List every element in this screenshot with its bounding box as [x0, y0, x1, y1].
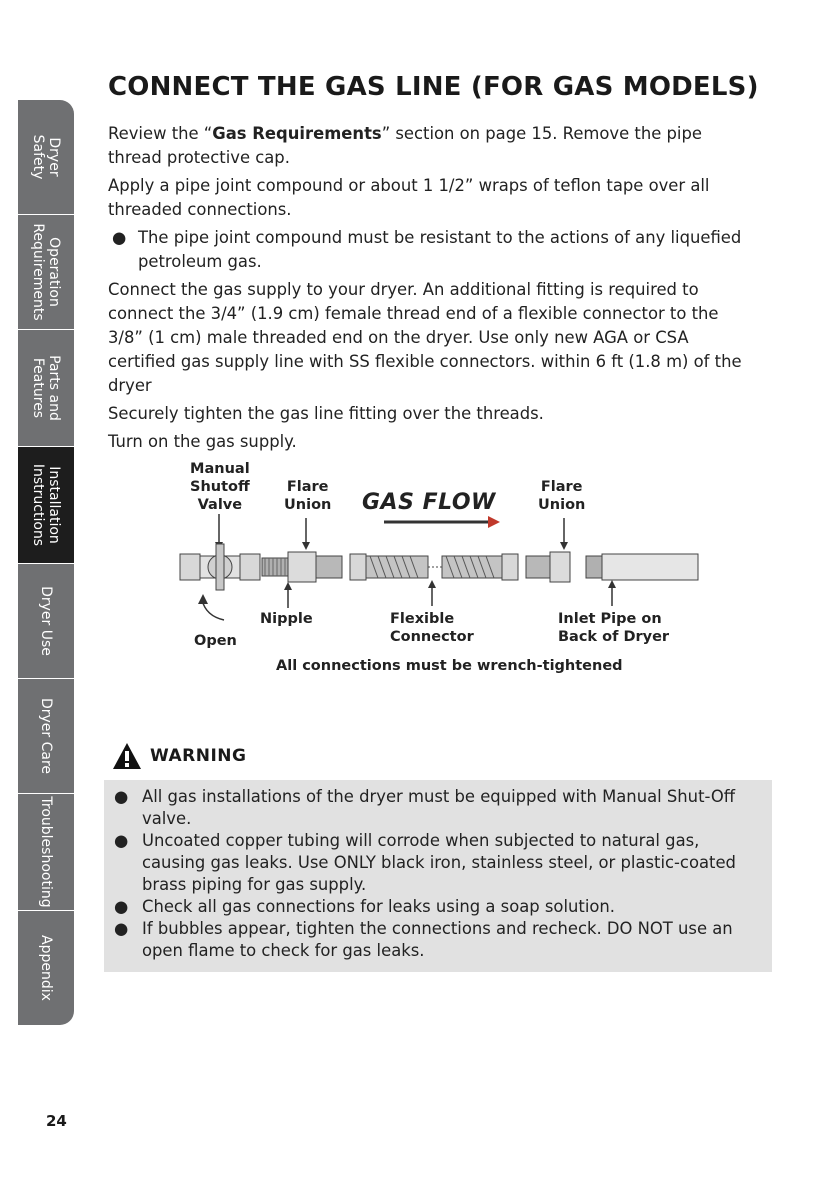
warning-list [112, 786, 764, 962]
gas-connection-diagram [170, 458, 750, 688]
bullet-text: The pipe joint compound must be resistant to the actions of any liquefied petroleum gas. [138, 228, 742, 271]
tab-parts-and-features[interactable] [18, 330, 74, 447]
tab-label: Appendix [38, 935, 54, 1001]
warning-title: WARNING [150, 746, 247, 766]
label-gas-flow: GAS FLOW [362, 490, 496, 515]
warning-item [112, 896, 764, 918]
warning-text: If bubbles appear, tighten the connections and recheck. DO NOT use an open flame to check for gas leaks. [142, 919, 733, 960]
tab-label: Dryer Use [38, 586, 54, 656]
section-tabs [18, 100, 74, 1025]
warning-triangle-icon [112, 742, 142, 770]
label-manual-shutoff-valve: Manual Shutoff Valve [190, 461, 250, 513]
paragraph-tighten: Securely tighten the gas line fitting over the threads. [108, 404, 544, 423]
tab-label: Dryer Care [38, 697, 54, 775]
instructions [108, 122, 748, 458]
bullet-dot: ● [114, 919, 129, 938]
label-flare-union-1: Flare Union [284, 479, 332, 513]
paragraph-review [108, 122, 748, 170]
tab-label: Operation Requirements [30, 223, 62, 321]
page-number: 24 [46, 1112, 67, 1130]
paragraph-apply: Apply a pipe joint compound or about 1 1/2” wraps of teflon tape over all threaded connections. [108, 176, 710, 219]
paragraph-turn-on: Turn on the gas supply. [108, 432, 297, 451]
text: ” section on page 15. Remove the pipe thread protective cap. [108, 124, 702, 167]
tab-label: Troubleshooting [38, 796, 54, 908]
warning-item [112, 786, 764, 830]
tab-dryer-safety[interactable] [18, 100, 74, 215]
warning-heading [112, 736, 246, 776]
pipe-illustration [170, 458, 750, 688]
gas-requirements-ref: Gas Requirements [212, 124, 382, 143]
warning-item [112, 918, 764, 962]
tab-dryer-care[interactable] [18, 679, 74, 794]
tab-label: Parts and Features [30, 355, 62, 421]
paragraph-connect: Connect the gas supply to your dryer. An additional fitting is required to connect the 3/4” (1.9 cm) female thread end of a flexible connector to the 3/8” (1 cm) male threaded end on the dryer. Use only new AGA or CSA certified gas supply line with SS flexible connectors. within 6 ft (1.8 m) of the dryer [108, 280, 742, 395]
warning-text: All gas installations of the dryer must be equipped with Manual Shut-Off valve. [142, 787, 736, 828]
diagram-caption: All connections must be wrench-tightened [276, 658, 623, 674]
warning-box [104, 780, 772, 972]
label-flexible-connector: Flexible Connector [390, 611, 474, 645]
tab-dryer-use[interactable] [18, 564, 74, 679]
warning-text: Uncoated copper tubing will corrode when subjected to natural gas, causing gas leaks. Use ONLY black iron, stainless steel, or plastic-coated brass piping for gas supply. [142, 831, 736, 894]
bullet-dot: ● [114, 787, 129, 806]
bullet-dot: ● [114, 831, 129, 850]
warning-text: Check all gas connections for leaks using a soap solution. [142, 897, 615, 916]
label-flare-union-2: Flare Union [538, 479, 586, 513]
bullet-dot: ● [112, 228, 127, 247]
tab-installation-instructions[interactable] [18, 447, 74, 564]
label-open: Open [194, 633, 237, 649]
label-inlet-pipe: Inlet Pipe on Back of Dryer [558, 611, 670, 645]
text: Review the “ [108, 124, 213, 143]
tab-appendix[interactable] [18, 911, 74, 1025]
tab-troubleshooting[interactable] [18, 794, 74, 911]
tab-label: Dryer Safety [30, 134, 62, 180]
bullet-dot: ● [114, 897, 129, 916]
label-nipple: Nipple [260, 611, 313, 627]
warning-item [112, 830, 764, 896]
bullet-item [108, 226, 748, 274]
tab-operation-requirements[interactable] [18, 215, 74, 330]
page-title: CONNECT THE GAS LINE (FOR GAS MODELS) [108, 72, 759, 102]
tab-label: Installation Instructions [30, 463, 62, 547]
